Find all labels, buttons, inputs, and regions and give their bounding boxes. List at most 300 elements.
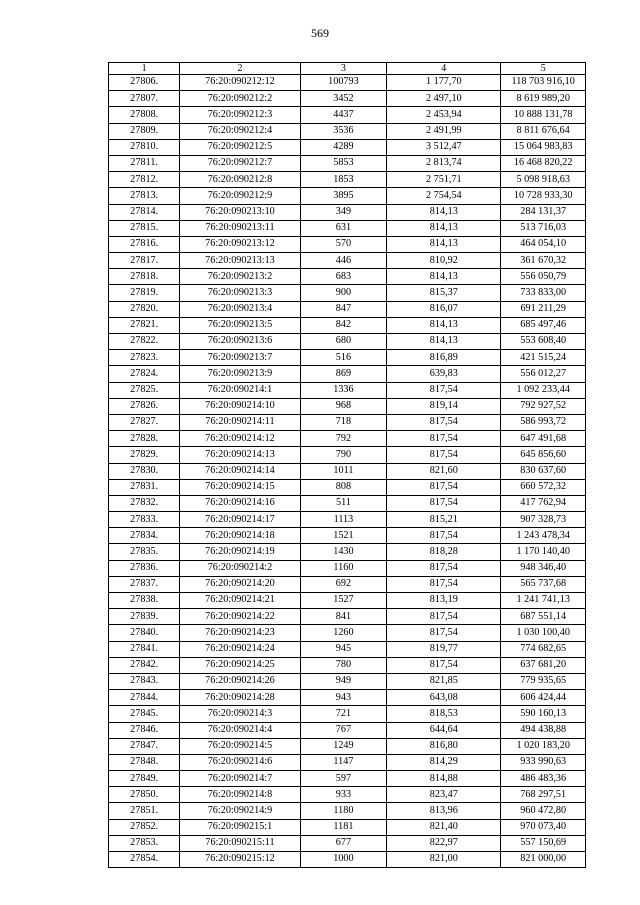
total-cell: 970 073,40 bbox=[501, 819, 586, 835]
cadastral-number-cell: 76:20:090213:10 bbox=[180, 204, 300, 220]
table-row bbox=[109, 819, 586, 835]
table-row bbox=[109, 495, 586, 511]
area-cell: 631 bbox=[300, 220, 387, 236]
area-cell: 841 bbox=[300, 609, 387, 625]
row-number-cell: 27844. bbox=[109, 690, 180, 706]
cadastral-number-cell: 76:20:090214:23 bbox=[180, 625, 300, 641]
area-cell: 808 bbox=[300, 479, 387, 495]
cadastral-number-cell: 76:20:090212:8 bbox=[180, 172, 300, 188]
area-cell: 1180 bbox=[300, 803, 387, 819]
cadastral-number-cell: 76:20:090214:8 bbox=[180, 787, 300, 803]
total-cell: 5 098 918,63 bbox=[501, 172, 586, 188]
rate-cell: 817,54 bbox=[387, 528, 501, 544]
table-body bbox=[109, 75, 586, 868]
rate-cell: 814,13 bbox=[387, 236, 501, 252]
cadastral-number-cell: 76:20:090213:9 bbox=[180, 366, 300, 382]
total-cell: 1 020 183,20 bbox=[501, 738, 586, 754]
table-row bbox=[109, 382, 586, 398]
area-cell: 949 bbox=[300, 673, 387, 689]
table-row bbox=[109, 447, 586, 463]
cadastral-number-cell: 76:20:090214:1 bbox=[180, 382, 300, 398]
rate-cell: 816,07 bbox=[387, 301, 501, 317]
rate-cell: 822,97 bbox=[387, 835, 501, 851]
table-row bbox=[109, 657, 586, 673]
total-cell: 691 211,29 bbox=[501, 301, 586, 317]
row-number-cell: 27825. bbox=[109, 382, 180, 398]
row-number-cell: 27845. bbox=[109, 706, 180, 722]
total-cell: 1 170 140,40 bbox=[501, 544, 586, 560]
area-cell: 790 bbox=[300, 447, 387, 463]
row-number-cell: 27841. bbox=[109, 641, 180, 657]
cadastral-number-cell: 76:20:090214:21 bbox=[180, 593, 300, 609]
cadastral-number-cell: 76:20:090214:2 bbox=[180, 560, 300, 576]
total-cell: 1 030 100,40 bbox=[501, 625, 586, 641]
cadastral-number-cell: 76:20:090214:20 bbox=[180, 576, 300, 592]
area-cell: 1000 bbox=[300, 852, 387, 868]
total-cell: 779 935,65 bbox=[501, 673, 586, 689]
rate-cell: 817,54 bbox=[387, 447, 501, 463]
total-cell: 556 050,79 bbox=[501, 269, 586, 285]
total-cell: 361 670,32 bbox=[501, 253, 586, 269]
page-number: 569 bbox=[311, 26, 329, 40]
area-cell: 767 bbox=[300, 722, 387, 738]
table-row bbox=[109, 528, 586, 544]
cadastral-number-cell: 76:20:090212:3 bbox=[180, 107, 300, 123]
cadastral-number-cell: 76:20:090214:13 bbox=[180, 447, 300, 463]
row-number-cell: 27824. bbox=[109, 366, 180, 382]
table-row bbox=[109, 75, 586, 91]
rate-cell: 814,13 bbox=[387, 204, 501, 220]
rate-cell: 817,54 bbox=[387, 609, 501, 625]
cadastral-number-cell: 76:20:090214:17 bbox=[180, 512, 300, 528]
rate-cell: 2 751,71 bbox=[387, 172, 501, 188]
table-row bbox=[109, 690, 586, 706]
area-cell: 3895 bbox=[300, 188, 387, 204]
cadastral-number-cell: 76:20:090213:11 bbox=[180, 220, 300, 236]
row-number-cell: 27819. bbox=[109, 285, 180, 301]
area-cell: 1181 bbox=[300, 819, 387, 835]
rate-cell: 818,28 bbox=[387, 544, 501, 560]
row-number-cell: 27823. bbox=[109, 350, 180, 366]
area-cell: 945 bbox=[300, 641, 387, 657]
cadastral-number-cell: 76:20:090215:12 bbox=[180, 852, 300, 868]
cadastral-number-cell: 76:20:090212:9 bbox=[180, 188, 300, 204]
rate-cell: 817,54 bbox=[387, 382, 501, 398]
row-number-cell: 27833. bbox=[109, 512, 180, 528]
cadastral-number-cell: 76:20:090214:9 bbox=[180, 803, 300, 819]
total-cell: 1 241 741,13 bbox=[501, 593, 586, 609]
row-number-cell: 27811. bbox=[109, 155, 180, 171]
area-cell: 3452 bbox=[300, 91, 387, 107]
rate-cell: 817,54 bbox=[387, 479, 501, 495]
cadastral-number-cell: 76:20:090213:6 bbox=[180, 334, 300, 350]
cadastral-number-cell: 76:20:090212:4 bbox=[180, 123, 300, 139]
table-row bbox=[109, 835, 586, 851]
table-row bbox=[109, 560, 586, 576]
row-number-cell: 27848. bbox=[109, 754, 180, 770]
table-row bbox=[109, 91, 586, 107]
cadastral-number-cell: 76:20:090214:10 bbox=[180, 398, 300, 414]
row-number-cell: 27829. bbox=[109, 447, 180, 463]
area-cell: 1521 bbox=[300, 528, 387, 544]
table-row bbox=[109, 334, 586, 350]
cadastral-number-cell: 76:20:090214:15 bbox=[180, 479, 300, 495]
rate-cell: 816,80 bbox=[387, 738, 501, 754]
column-header-4: 4 bbox=[387, 63, 501, 75]
cadastral-number-cell: 76:20:090214:14 bbox=[180, 463, 300, 479]
area-cell: 570 bbox=[300, 236, 387, 252]
rate-cell: 814,13 bbox=[387, 334, 501, 350]
total-cell: 606 424,44 bbox=[501, 690, 586, 706]
table-row bbox=[109, 123, 586, 139]
area-cell: 446 bbox=[300, 253, 387, 269]
total-cell: 685 497,46 bbox=[501, 317, 586, 333]
total-cell: 733 833,00 bbox=[501, 285, 586, 301]
row-number-cell: 27809. bbox=[109, 123, 180, 139]
data-table bbox=[108, 62, 586, 868]
table-row bbox=[109, 544, 586, 560]
area-cell: 5853 bbox=[300, 155, 387, 171]
total-cell: 10 728 933,30 bbox=[501, 188, 586, 204]
total-cell: 486 483,36 bbox=[501, 771, 586, 787]
cadastral-number-cell: 76:20:090214:3 bbox=[180, 706, 300, 722]
total-cell: 284 131,37 bbox=[501, 204, 586, 220]
table-row bbox=[109, 398, 586, 414]
rate-cell: 821,40 bbox=[387, 819, 501, 835]
table-row bbox=[109, 771, 586, 787]
area-cell: 1249 bbox=[300, 738, 387, 754]
table-row bbox=[109, 139, 586, 155]
area-cell: 1147 bbox=[300, 754, 387, 770]
rate-cell: 815,37 bbox=[387, 285, 501, 301]
cadastral-number-cell: 76:20:090213:4 bbox=[180, 301, 300, 317]
rate-cell: 817,54 bbox=[387, 560, 501, 576]
row-number-cell: 27815. bbox=[109, 220, 180, 236]
rate-cell: 2 453,94 bbox=[387, 107, 501, 123]
rate-cell: 823,47 bbox=[387, 787, 501, 803]
cadastral-number-cell: 76:20:090213:2 bbox=[180, 269, 300, 285]
total-cell: 556 012,27 bbox=[501, 366, 586, 382]
table-row bbox=[109, 625, 586, 641]
area-cell: 692 bbox=[300, 576, 387, 592]
area-cell: 680 bbox=[300, 334, 387, 350]
rate-cell: 643,08 bbox=[387, 690, 501, 706]
table-row bbox=[109, 301, 586, 317]
cadastral-number-cell: 76:20:090213:12 bbox=[180, 236, 300, 252]
table-row bbox=[109, 852, 586, 868]
row-number-cell: 27854. bbox=[109, 852, 180, 868]
area-cell: 4289 bbox=[300, 139, 387, 155]
table-row bbox=[109, 204, 586, 220]
area-cell: 842 bbox=[300, 317, 387, 333]
area-cell: 683 bbox=[300, 269, 387, 285]
table-row bbox=[109, 576, 586, 592]
row-number-cell: 27847. bbox=[109, 738, 180, 754]
cadastral-number-cell: 76:20:090214:11 bbox=[180, 414, 300, 430]
total-cell: 421 515,24 bbox=[501, 350, 586, 366]
rate-cell: 821,00 bbox=[387, 852, 501, 868]
table-row bbox=[109, 754, 586, 770]
table-row bbox=[109, 172, 586, 188]
total-cell: 774 682,65 bbox=[501, 641, 586, 657]
table-row bbox=[109, 787, 586, 803]
area-cell: 677 bbox=[300, 835, 387, 851]
total-cell: 948 346,40 bbox=[501, 560, 586, 576]
row-number-cell: 27837. bbox=[109, 576, 180, 592]
column-header-3: 3 bbox=[300, 63, 387, 75]
area-cell: 718 bbox=[300, 414, 387, 430]
rate-cell: 814,13 bbox=[387, 317, 501, 333]
total-cell: 830 637,60 bbox=[501, 463, 586, 479]
row-number-cell: 27840. bbox=[109, 625, 180, 641]
total-cell: 687 551,14 bbox=[501, 609, 586, 625]
table-row bbox=[109, 350, 586, 366]
cadastral-number-cell: 76:20:090214:22 bbox=[180, 609, 300, 625]
column-header-5: 5 bbox=[501, 63, 586, 75]
area-cell: 1011 bbox=[300, 463, 387, 479]
rate-cell: 817,54 bbox=[387, 576, 501, 592]
table-row bbox=[109, 609, 586, 625]
rate-cell: 810,92 bbox=[387, 253, 501, 269]
rate-cell: 814,29 bbox=[387, 754, 501, 770]
total-cell: 513 716,03 bbox=[501, 220, 586, 236]
area-cell: 869 bbox=[300, 366, 387, 382]
area-cell: 780 bbox=[300, 657, 387, 673]
total-cell: 557 150,69 bbox=[501, 835, 586, 851]
rate-cell: 813,19 bbox=[387, 593, 501, 609]
row-number-cell: 27827. bbox=[109, 414, 180, 430]
cadastral-number-cell: 76:20:090214:5 bbox=[180, 738, 300, 754]
rate-cell: 821,60 bbox=[387, 463, 501, 479]
table-row bbox=[109, 366, 586, 382]
total-cell: 16 468 820,22 bbox=[501, 155, 586, 171]
cadastral-number-cell: 76:20:090214:25 bbox=[180, 657, 300, 673]
rate-cell: 814,13 bbox=[387, 220, 501, 236]
cadastral-number-cell: 76:20:090214:4 bbox=[180, 722, 300, 738]
table-row bbox=[109, 220, 586, 236]
row-number-cell: 27839. bbox=[109, 609, 180, 625]
row-number-cell: 27832. bbox=[109, 495, 180, 511]
table-row bbox=[109, 285, 586, 301]
area-cell: 900 bbox=[300, 285, 387, 301]
row-number-cell: 27834. bbox=[109, 528, 180, 544]
cadastral-number-cell: 76:20:090214:18 bbox=[180, 528, 300, 544]
cadastral-number-cell: 76:20:090214:26 bbox=[180, 673, 300, 689]
row-number-cell: 27812. bbox=[109, 172, 180, 188]
cadastral-number-cell: 76:20:090214:19 bbox=[180, 544, 300, 560]
row-number-cell: 27853. bbox=[109, 835, 180, 851]
rate-cell: 816,89 bbox=[387, 350, 501, 366]
rate-cell: 818,53 bbox=[387, 706, 501, 722]
area-cell: 1527 bbox=[300, 593, 387, 609]
total-cell: 553 608,40 bbox=[501, 334, 586, 350]
row-number-cell: 27818. bbox=[109, 269, 180, 285]
row-number-cell: 27835. bbox=[109, 544, 180, 560]
area-cell: 1853 bbox=[300, 172, 387, 188]
area-cell: 968 bbox=[300, 398, 387, 414]
area-cell: 349 bbox=[300, 204, 387, 220]
rate-cell: 817,54 bbox=[387, 625, 501, 641]
rate-cell: 3 512,47 bbox=[387, 139, 501, 155]
area-cell: 516 bbox=[300, 350, 387, 366]
table-row bbox=[109, 107, 586, 123]
rate-cell: 819,14 bbox=[387, 398, 501, 414]
row-number-cell: 27813. bbox=[109, 188, 180, 204]
rate-cell: 814,13 bbox=[387, 269, 501, 285]
area-cell: 943 bbox=[300, 690, 387, 706]
table-row bbox=[109, 317, 586, 333]
row-number-cell: 27808. bbox=[109, 107, 180, 123]
rate-cell: 819,77 bbox=[387, 641, 501, 657]
row-number-cell: 27821. bbox=[109, 317, 180, 333]
total-cell: 8 811 676,64 bbox=[501, 123, 586, 139]
cadastral-number-cell: 76:20:090214:6 bbox=[180, 754, 300, 770]
table-row bbox=[109, 706, 586, 722]
row-number-cell: 27851. bbox=[109, 803, 180, 819]
rate-cell: 2 497,10 bbox=[387, 91, 501, 107]
table-row bbox=[109, 803, 586, 819]
table-row bbox=[109, 414, 586, 430]
row-number-cell: 27838. bbox=[109, 593, 180, 609]
row-number-cell: 27850. bbox=[109, 787, 180, 803]
table-row bbox=[109, 479, 586, 495]
cadastral-number-cell: 76:20:090213:13 bbox=[180, 253, 300, 269]
row-number-cell: 27826. bbox=[109, 398, 180, 414]
row-number-cell: 27822. bbox=[109, 334, 180, 350]
rate-cell: 2 491,99 bbox=[387, 123, 501, 139]
area-cell: 847 bbox=[300, 301, 387, 317]
table-row bbox=[109, 188, 586, 204]
cadastral-number-cell: 76:20:090214:7 bbox=[180, 771, 300, 787]
cadastral-number-cell: 76:20:090215:1 bbox=[180, 819, 300, 835]
row-number-cell: 27849. bbox=[109, 771, 180, 787]
area-cell: 511 bbox=[300, 495, 387, 511]
cadastral-number-cell: 76:20:090213:3 bbox=[180, 285, 300, 301]
cadastral-number-cell: 76:20:090213:5 bbox=[180, 317, 300, 333]
area-cell: 1113 bbox=[300, 512, 387, 528]
area-cell: 3536 bbox=[300, 123, 387, 139]
rate-cell: 2 754,54 bbox=[387, 188, 501, 204]
row-number-cell: 27828. bbox=[109, 431, 180, 447]
area-cell: 1430 bbox=[300, 544, 387, 560]
total-cell: 494 438,88 bbox=[501, 722, 586, 738]
cadastral-number-cell: 76:20:090213:7 bbox=[180, 350, 300, 366]
total-cell: 960 472,80 bbox=[501, 803, 586, 819]
table-row bbox=[109, 593, 586, 609]
area-cell: 792 bbox=[300, 431, 387, 447]
row-number-cell: 27820. bbox=[109, 301, 180, 317]
column-header-1: 1 bbox=[109, 63, 180, 75]
row-number-cell: 27846. bbox=[109, 722, 180, 738]
rate-cell: 813,96 bbox=[387, 803, 501, 819]
total-cell: 645 856,60 bbox=[501, 447, 586, 463]
row-number-cell: 27816. bbox=[109, 236, 180, 252]
cadastral-number-cell: 76:20:090214:16 bbox=[180, 495, 300, 511]
table-row bbox=[109, 738, 586, 754]
area-cell: 597 bbox=[300, 771, 387, 787]
area-cell: 1160 bbox=[300, 560, 387, 576]
table-row bbox=[109, 641, 586, 657]
row-number-cell: 27852. bbox=[109, 819, 180, 835]
cadastral-number-cell: 76:20:090212:2 bbox=[180, 91, 300, 107]
table-row bbox=[109, 722, 586, 738]
row-number-cell: 27830. bbox=[109, 463, 180, 479]
table-row bbox=[109, 673, 586, 689]
rate-cell: 817,54 bbox=[387, 657, 501, 673]
row-number-cell: 27831. bbox=[109, 479, 180, 495]
table-row bbox=[109, 236, 586, 252]
total-cell: 565 737,68 bbox=[501, 576, 586, 592]
row-number-cell: 27817. bbox=[109, 253, 180, 269]
rate-cell: 2 813,74 bbox=[387, 155, 501, 171]
row-number-cell: 27842. bbox=[109, 657, 180, 673]
total-cell: 933 990,63 bbox=[501, 754, 586, 770]
area-cell: 721 bbox=[300, 706, 387, 722]
row-number-cell: 27807. bbox=[109, 91, 180, 107]
area-cell: 933 bbox=[300, 787, 387, 803]
table-row bbox=[109, 463, 586, 479]
total-cell: 10 888 131,78 bbox=[501, 107, 586, 123]
table-row bbox=[109, 155, 586, 171]
cadastral-number-cell: 76:20:090214:12 bbox=[180, 431, 300, 447]
row-number-cell: 27806. bbox=[109, 75, 180, 91]
rate-cell: 817,54 bbox=[387, 414, 501, 430]
row-number-cell: 27836. bbox=[109, 560, 180, 576]
cadastral-number-cell: 76:20:090215:11 bbox=[180, 835, 300, 851]
total-cell: 464 054,10 bbox=[501, 236, 586, 252]
cadastral-number-cell: 76:20:090212:12 bbox=[180, 75, 300, 91]
total-cell: 907 328,73 bbox=[501, 512, 586, 528]
cadastral-number-cell: 76:20:090212:5 bbox=[180, 139, 300, 155]
table-header-row bbox=[109, 63, 586, 75]
rate-cell: 814,88 bbox=[387, 771, 501, 787]
column-header-2: 2 bbox=[180, 63, 300, 75]
total-cell: 647 491,68 bbox=[501, 431, 586, 447]
total-cell: 792 927,52 bbox=[501, 398, 586, 414]
rate-cell: 644,64 bbox=[387, 722, 501, 738]
total-cell: 1 243 478,34 bbox=[501, 528, 586, 544]
rate-cell: 817,54 bbox=[387, 495, 501, 511]
table-row bbox=[109, 253, 586, 269]
rate-cell: 821,85 bbox=[387, 673, 501, 689]
row-number-cell: 27810. bbox=[109, 139, 180, 155]
total-cell: 8 619 989,20 bbox=[501, 91, 586, 107]
rate-cell: 815,21 bbox=[387, 512, 501, 528]
table-row bbox=[109, 512, 586, 528]
total-cell: 417 762,94 bbox=[501, 495, 586, 511]
area-cell: 100793 bbox=[300, 75, 387, 91]
area-cell: 1336 bbox=[300, 382, 387, 398]
total-cell: 637 681,20 bbox=[501, 657, 586, 673]
total-cell: 586 993,72 bbox=[501, 414, 586, 430]
table-row bbox=[109, 269, 586, 285]
rate-cell: 639,83 bbox=[387, 366, 501, 382]
rate-cell: 817,54 bbox=[387, 431, 501, 447]
total-cell: 118 703 916,10 bbox=[501, 75, 586, 91]
total-cell: 660 572,32 bbox=[501, 479, 586, 495]
table-row bbox=[109, 431, 586, 447]
cadastral-number-cell: 76:20:090214:24 bbox=[180, 641, 300, 657]
row-number-cell: 27843. bbox=[109, 673, 180, 689]
total-cell: 15 064 983,83 bbox=[501, 139, 586, 155]
row-number-cell: 27814. bbox=[109, 204, 180, 220]
total-cell: 1 092 233,44 bbox=[501, 382, 586, 398]
total-cell: 821 000,00 bbox=[501, 852, 586, 868]
total-cell: 768 297,51 bbox=[501, 787, 586, 803]
area-cell: 1260 bbox=[300, 625, 387, 641]
total-cell: 590 160,13 bbox=[501, 706, 586, 722]
cadastral-number-cell: 76:20:090214:28 bbox=[180, 690, 300, 706]
